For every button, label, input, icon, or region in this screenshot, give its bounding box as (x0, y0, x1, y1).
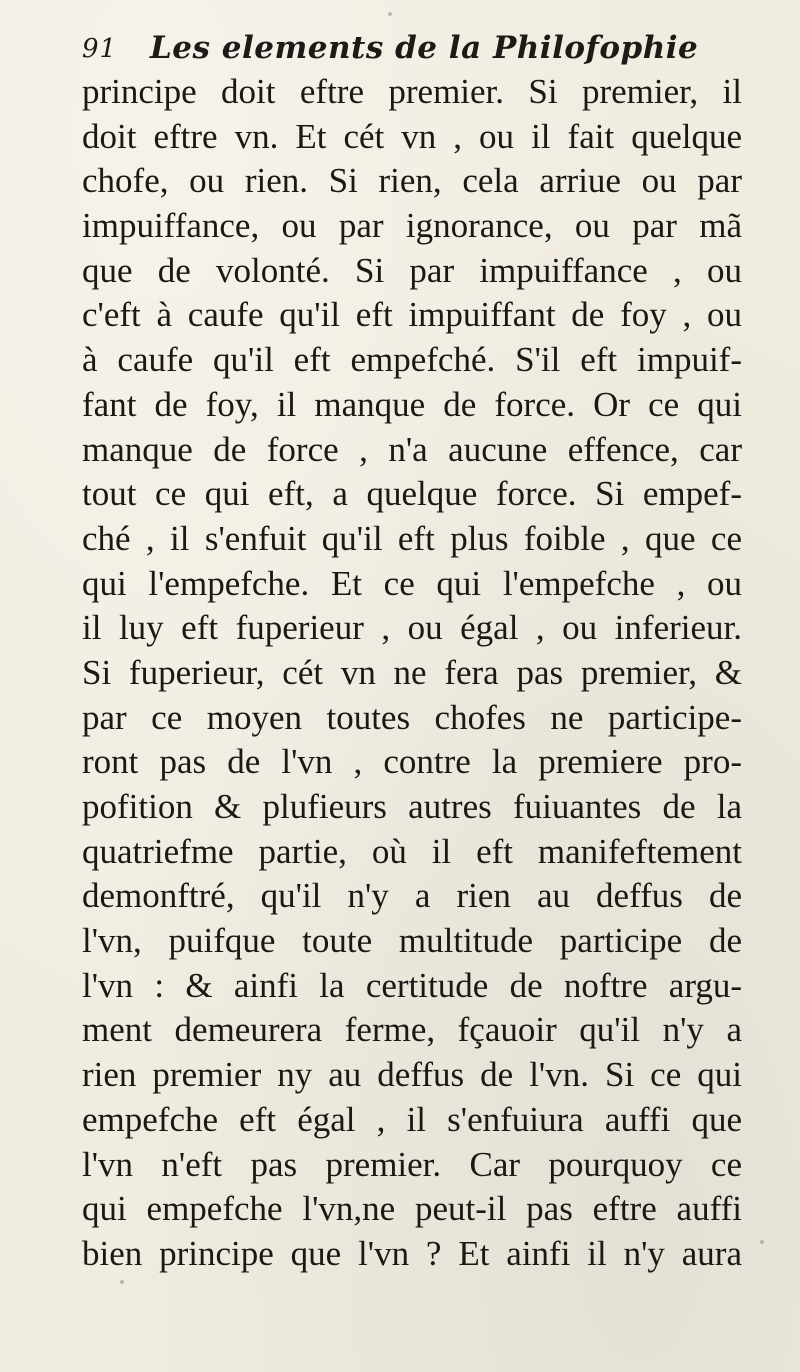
text-line-9: manque de force , n'a aucune effence, car (82, 429, 742, 469)
paper-speck (760, 1240, 764, 1244)
text-line-21: l'vn : & ainfi la certitude de noftre argu- (82, 965, 742, 1005)
running-title: Les elements de la Philofophie (150, 30, 699, 66)
text-line-22: ment demeurera ferme, fçauoir qu'il n'y a (82, 1010, 742, 1050)
text-line-17: pofition & plufieurs autres fuiuantes de la (82, 787, 742, 826)
text-line-2: doit eftre vn. Et cét vn , ou il fait quelque (82, 116, 742, 156)
text-line-16: ront pas de l'vn , contre la premiere pro- (82, 742, 742, 782)
text-line-12: qui l'empefche. Et ce qui l'empefche , ou (82, 563, 742, 603)
text-line-11: ché , il s'enfuit qu'il eft plus foible , que ce (82, 518, 742, 558)
body-text (82, 70, 742, 1277)
text-line-19: demonftré, qu'il n'y a rien au deffus de (82, 876, 742, 916)
text-line-13: il luy eft fuperieur , ou égal , ou inferieur. (82, 608, 742, 648)
text-line-26: qui empefche l'vn,ne peut-il pas eftre auffi (82, 1189, 742, 1229)
text-line-27: bien principe que l'vn ? Et ainfi il n'y aura (82, 1233, 742, 1273)
text-line-10: tout ce qui eft, a quelque force. Si empef- (82, 474, 742, 514)
text-line-3: chofe, ou rien. Si rien, cela arriue ou par (82, 161, 742, 201)
text-line-15: par ce moyen toutes chofes ne participe- (82, 697, 742, 737)
text-line-20: l'vn, puifque toute multitude participe de (82, 921, 742, 961)
text-line-25: l'vn n'eft pas premier. Car pourquoy ce (82, 1144, 742, 1184)
page-number: 91 (82, 34, 118, 64)
text-line-6: c'eft à caufe qu'il eft impuiffant de foy , ou (82, 295, 742, 335)
text-line-8: fant de foy, il manque de force. Or ce qui (82, 384, 742, 424)
text-line-18: quatriefme partie, où il eft manifeftement (82, 831, 742, 871)
text-line-7: à caufe qu'il eft empefché. S'il eft impuif- (82, 340, 742, 380)
text-line-24: empefche eft égal , il s'enfuiura auffi que (82, 1099, 742, 1139)
paper-speck (388, 12, 392, 16)
text-line-23: rien premier ny au deffus de l'vn. Si ce qui (82, 1055, 742, 1095)
text-line-14: Si fuperieur, cét vn ne fera pas premier, & (82, 652, 742, 692)
text-line-4: impuiffance, ou par ignorance, ou par mã (82, 206, 742, 246)
paper-speck (120, 1280, 124, 1284)
text-line-5: que de volonté. Si par impuiffance , ou (82, 250, 742, 290)
text-line-1: principe doit eftre premier. Si premier, il (82, 72, 742, 111)
